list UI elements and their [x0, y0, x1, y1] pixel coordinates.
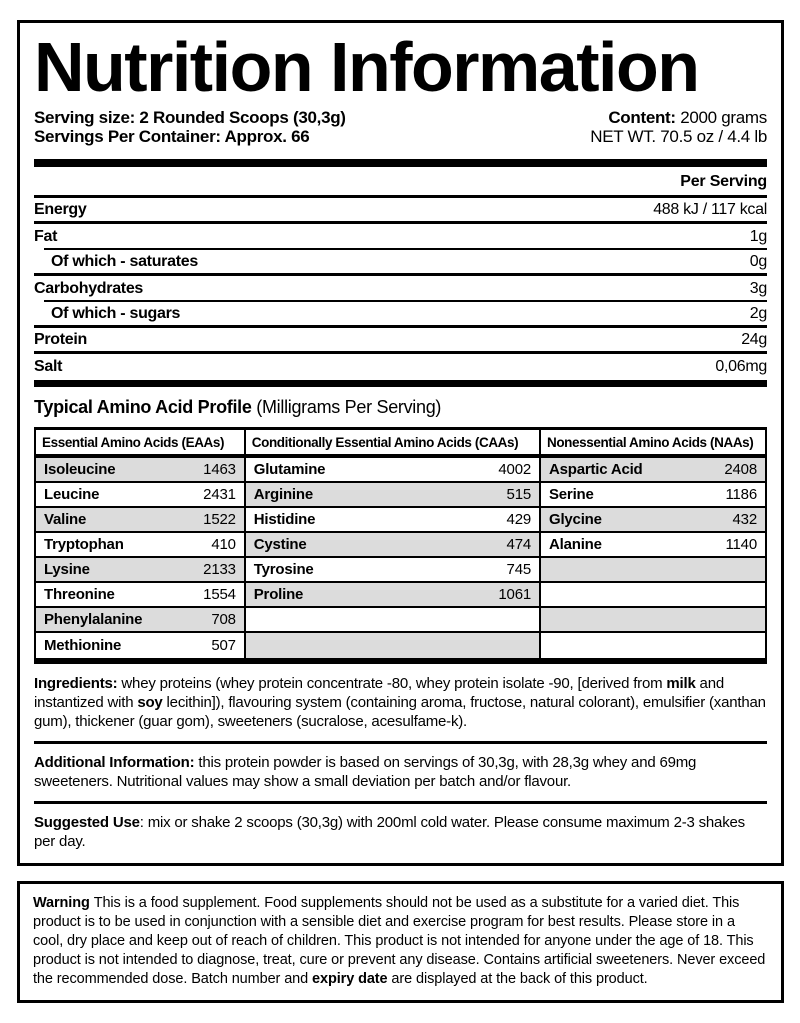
- amino-row-empty: [541, 633, 765, 658]
- amino-row: [36, 533, 244, 558]
- amino-name: Threonine: [44, 586, 115, 604]
- amino-row-empty: [246, 633, 539, 658]
- per-serving-column-header: Per Serving: [34, 167, 767, 198]
- per-serving-table: [34, 167, 767, 387]
- amino-value: 745: [506, 561, 531, 579]
- content-weight: Content: 2000 grams: [608, 108, 767, 128]
- amino-row-empty: [246, 608, 539, 633]
- amino-row: [246, 458, 539, 483]
- amino-row: [36, 483, 244, 508]
- nutrition-row-protein: [34, 328, 767, 354]
- amino-value: 708: [211, 611, 236, 629]
- row-label: Energy: [34, 200, 87, 218]
- amino-column-naas: [539, 430, 765, 658]
- amino-title-bold: Typical Amino Acid Profile: [34, 397, 252, 418]
- amino-value: 1463: [203, 461, 236, 479]
- nutrition-row-carbohydrates: [34, 276, 767, 302]
- amino-value: 1140: [725, 536, 757, 554]
- amino-row: [246, 508, 539, 533]
- amino-name: Serine: [548, 486, 594, 504]
- amino-row: [246, 558, 539, 583]
- amino-value: 2133: [203, 561, 236, 579]
- serving-info-right: [590, 108, 767, 146]
- ingredients-section: Ingredients: whey proteins (whey protein concentrate -80, whey protein isolate -90, [derived from milk and instantized with soy lecithin]), flavouring system (containing aroma, fructose, natural colorant), emulsifier (xanthan gum), thickener (guar gom), sweeteners (sucralose, acesulfame-k).: [34, 675, 766, 731]
- nutrition-label-box: [17, 20, 784, 866]
- amino-column-header: Conditionally Essential Amino Acids (CAAs): [246, 430, 539, 458]
- row-value: 3g: [749, 280, 767, 298]
- amino-row: [36, 583, 244, 608]
- amino-value: 429: [506, 511, 531, 529]
- nutrition-row-sugars: [34, 302, 767, 328]
- amino-row: [246, 533, 539, 558]
- amino-row: [36, 558, 244, 583]
- row-label: Salt: [34, 358, 63, 376]
- amino-row: [246, 483, 539, 508]
- amino-column-eaas: [36, 430, 244, 658]
- nutrition-row-energy: [34, 198, 767, 224]
- amino-name: Tyrosine: [253, 561, 314, 579]
- amino-value: 410: [211, 536, 236, 554]
- amino-name: Aspartic Acid: [548, 461, 643, 479]
- amino-row: [541, 458, 765, 483]
- amino-name: Methionine: [44, 637, 122, 655]
- nutrition-row-salt: [34, 354, 767, 380]
- amino-value: 507: [211, 637, 236, 655]
- amino-name: Phenylalanine: [44, 611, 143, 629]
- row-label: Of which - sugars: [51, 304, 181, 322]
- amino-row: [541, 533, 765, 558]
- amino-name: Cystine: [253, 536, 307, 554]
- row-value: 0g: [749, 252, 767, 270]
- amino-column-header: Nonessential Amino Acids (NAAs): [541, 430, 765, 458]
- amino-name: Tryptophan: [44, 536, 124, 554]
- header-divider-bar: [34, 159, 767, 167]
- amino-name: Arginine: [253, 486, 313, 504]
- serving-size: Serving size: 2 Rounded Scoops (30,3g): [34, 108, 346, 128]
- row-value: 488 kJ / 117 kcal: [653, 200, 767, 218]
- nutrition-row-fat: [34, 224, 767, 250]
- amino-row: [541, 508, 765, 533]
- amino-name: Leucine: [44, 486, 100, 504]
- serving-info: [34, 108, 767, 146]
- amino-value: 474: [506, 536, 531, 554]
- row-value: 1g: [749, 228, 767, 246]
- amino-row: [246, 583, 539, 608]
- suggested-use-section: Suggested Use: mix or shake 2 scoops (30,3g) with 200ml cold water. Please consume maximum 2-3 shakes per day.: [34, 814, 745, 851]
- amino-name: Valine: [44, 511, 87, 529]
- amino-profile-title: [34, 397, 767, 418]
- amino-row: [541, 483, 765, 508]
- amino-column-caas: [244, 430, 539, 658]
- amino-name: Histidine: [253, 511, 316, 529]
- amino-value: 1061: [498, 586, 531, 604]
- warning-box: Warning This is a food supplement. Food supplements should not be used as a substitute for a varied diet. This product is to be used in conjunction with a sensible diet and exercise program for best results. Please store in a cool, dry place and keep out of reach of children. This product is not intended for anyone under the age of 18. This product is not intended to diagnose, treat, cure or prevent any disease. Contains artificial sweeteners. Never exceed the recommended dose. Batch number and expiry date are displayed at the back of this product.: [17, 881, 784, 1003]
- net-weight: NET WT. 70.5 oz / 4.4 lb: [590, 127, 767, 147]
- amino-row: [36, 508, 244, 533]
- label-title: Nutrition Information: [34, 28, 699, 106]
- amino-value: 1554: [203, 586, 236, 604]
- additional-info-section: Additional Information: this protein powder is based on servings of 30,3g, with 28,3g whey and 69mg sweeteners. Nutritional values may show a small deviation per batch and/or flavour.: [34, 754, 697, 791]
- servings-per-container: Servings Per Container: Approx. 66: [34, 127, 310, 147]
- amino-column-header: Essential Amino Acids (EAAs): [36, 430, 244, 458]
- amino-name: Alanine: [548, 536, 602, 554]
- amino-value: 1186: [725, 486, 757, 504]
- row-label: Protein: [34, 330, 88, 348]
- amino-row: [36, 633, 244, 658]
- row-label: Carbohydrates: [34, 280, 144, 298]
- nutrition-row-saturates: [34, 250, 767, 276]
- amino-value: 2431: [203, 486, 236, 504]
- row-value: 2g: [749, 304, 767, 322]
- amino-value: 1522: [203, 511, 236, 529]
- serving-info-left: [34, 108, 346, 146]
- row-value: 24g: [741, 330, 767, 348]
- amino-row-empty: [541, 583, 765, 608]
- row-label: Of which - saturates: [51, 252, 198, 270]
- amino-row: [36, 608, 244, 633]
- amino-row: [36, 458, 244, 483]
- row-label: Fat: [34, 228, 58, 246]
- amino-name: Glycine: [548, 511, 602, 529]
- row-value: 0,06mg: [715, 358, 767, 376]
- amino-title-subtitle: (Milligrams Per Serving): [251, 397, 442, 418]
- amino-name: Proline: [253, 586, 304, 604]
- amino-name: Glutamine: [253, 461, 326, 479]
- amino-value: 432: [732, 511, 757, 529]
- table-bottom-bar: [34, 380, 767, 387]
- amino-acid-table: [34, 427, 767, 664]
- amino-value: 4002: [498, 461, 531, 479]
- amino-value: 2408: [724, 461, 757, 479]
- amino-row-empty: [541, 558, 765, 583]
- amino-name: Lysine: [44, 561, 90, 579]
- amino-value: 515: [506, 486, 531, 504]
- amino-row-empty: [541, 608, 765, 633]
- amino-name: Isoleucine: [44, 461, 116, 479]
